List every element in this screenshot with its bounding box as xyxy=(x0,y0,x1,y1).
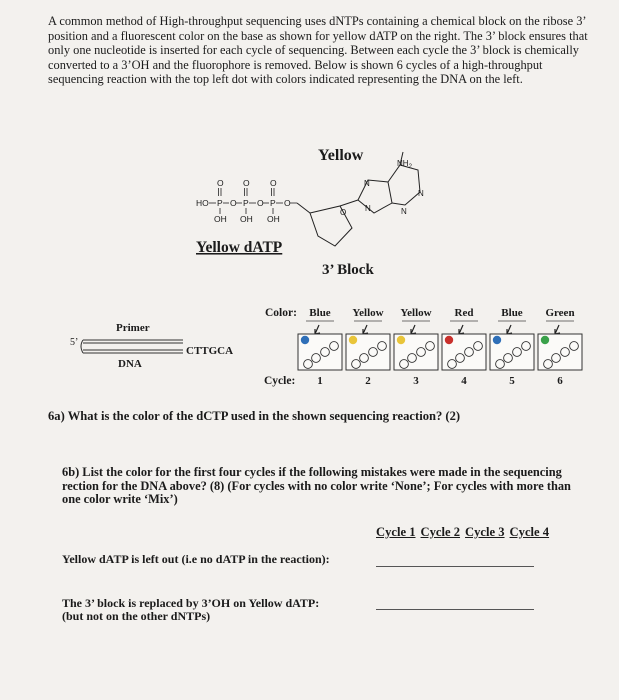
cycle-headers xyxy=(376,525,554,540)
mistake-row-2-line1: The 3’ block is replaced by 3’OH on Yellow dATP: xyxy=(62,596,320,610)
cycle-arrow-2 xyxy=(363,325,368,334)
triphosphate xyxy=(196,178,297,224)
cycle-number-2: 2 xyxy=(365,375,371,387)
top-o3: O xyxy=(270,178,277,188)
cycle-arrow-4 xyxy=(459,325,464,334)
cycle-number-1: 1 xyxy=(317,375,323,387)
color-header: Color: xyxy=(265,307,297,319)
cycle-number-3: 3 xyxy=(413,375,419,387)
n-label-2: N xyxy=(418,189,424,198)
cycle-arrow-5 xyxy=(507,325,512,334)
cycle-header-3: Cycle 3 xyxy=(465,525,505,539)
oh2-label: OH xyxy=(240,214,253,224)
p2-label: P xyxy=(243,198,249,208)
cycle-arrow-6 xyxy=(555,325,560,334)
cycle-header-2: Cycle 2 xyxy=(420,525,461,539)
nh2-label: $NH_2$ xyxy=(397,159,412,170)
mistake-row-2-line2: (but not on the other dNTPs) xyxy=(62,609,211,623)
o1-label: O xyxy=(230,198,237,208)
question-6b: 6b) List the color for the first four cycles if the following mistakes were made in the sequencing rection for the DNA above? (8) (For cycles with no color write ‘None’; For cycles with more than one color write ‘Mix’) xyxy=(62,465,571,507)
cycle-number-5: 5 xyxy=(509,375,515,387)
question-6a: 6a) What is the color of the dCTP used in the shown sequencing reaction? (2) xyxy=(48,409,461,423)
o3-label: O xyxy=(284,198,291,208)
cycle-color-5: Blue xyxy=(501,307,523,319)
five-prime-label: 5’ xyxy=(70,337,79,348)
n-label-1: N xyxy=(364,179,370,188)
molecule-name: Yellow dATP xyxy=(196,239,283,256)
cycle-arrow-3 xyxy=(411,325,416,334)
mistake-row-1-label: Yellow dATP is left out (i.e no dATP in the reaction): xyxy=(62,552,330,566)
ho-label: HO xyxy=(196,198,209,208)
mistake-row-2-label xyxy=(62,597,319,623)
primer-label: Primer xyxy=(116,322,150,334)
cycle-color-3: Yellow xyxy=(400,307,432,319)
intro-paragraph: A common method of High-throughput sequencing uses dNTPs containing a chemical block on the ribose 3’ position and a fluorescent color on the base as shown for yellow dATP on the right. The 3’ block ensures that only one nucleotide is inserted for each cycle of sequencing. Between each cycle the 3’ block is chemically converted to a 3’OH and the fluorophore is removed. Below is shown 6 cycles of a high-throughput sequencing reaction with the top left dot with colors indicated representing the DNA on the left. xyxy=(48,14,588,87)
cycle-color-1: Blue xyxy=(309,307,331,319)
cycle-arrow-1 xyxy=(315,325,320,334)
template-sequence: CTTGCA xyxy=(186,345,234,357)
top-o2: O xyxy=(243,178,250,188)
cycle-dot-3 xyxy=(397,336,405,344)
top-o1: O xyxy=(217,178,224,188)
answer-line-2[interactable] xyxy=(376,609,534,610)
p3-label: P xyxy=(270,198,276,208)
o2-label: O xyxy=(257,198,264,208)
block-label: 3’ Block xyxy=(322,262,374,278)
n-label-3: N xyxy=(365,204,371,213)
cycle-dot-4 xyxy=(445,336,453,344)
molecule-color-label: Yellow xyxy=(318,147,364,164)
sugar-ring xyxy=(297,200,358,246)
cycles-group xyxy=(298,307,582,387)
cycle-number-6: 6 xyxy=(557,375,563,387)
cycle-color-2: Yellow xyxy=(352,307,384,319)
p1-label: P xyxy=(217,198,223,208)
cycle-header: Cycle: xyxy=(264,375,296,387)
cycle-dot-2 xyxy=(349,336,357,344)
dna-label: DNA xyxy=(118,358,142,370)
ring-o-label: O xyxy=(340,208,347,217)
cycle-dot-1 xyxy=(301,336,309,344)
cycle-header-4: Cycle 4 xyxy=(509,525,550,539)
oh3-label: OH xyxy=(267,214,280,224)
cycle-color-6: Green xyxy=(545,307,575,319)
cycle-number-4: 4 xyxy=(461,375,467,387)
n-label-4: N xyxy=(401,207,407,216)
cycle-color-4: Red xyxy=(454,307,474,319)
answer-line-1[interactable] xyxy=(376,566,534,567)
cycle-header-1: Cycle 1 xyxy=(376,525,416,539)
oh1-label: OH xyxy=(214,214,227,224)
cycle-dot-5 xyxy=(493,336,501,344)
cycle-dot-6 xyxy=(541,336,549,344)
